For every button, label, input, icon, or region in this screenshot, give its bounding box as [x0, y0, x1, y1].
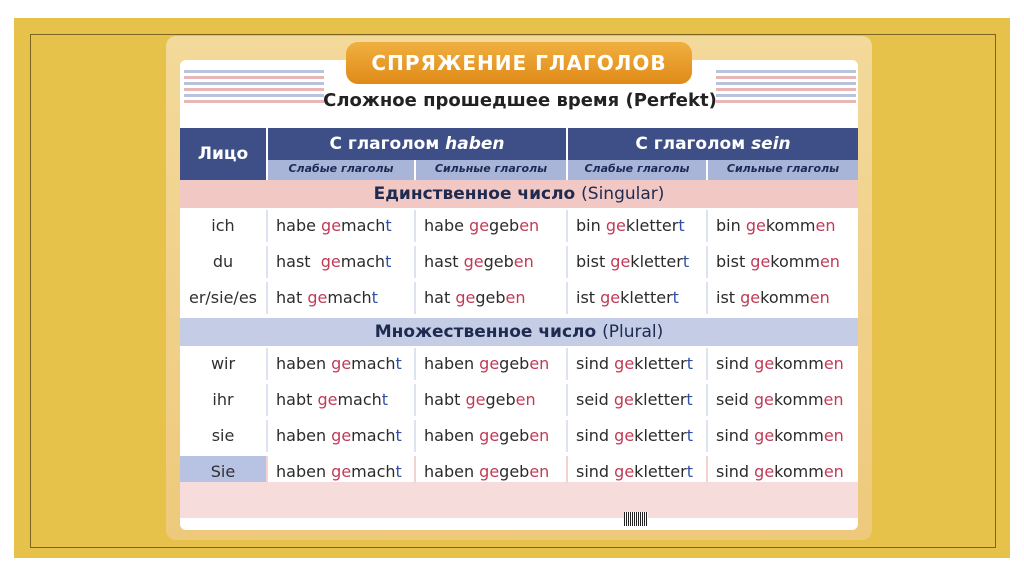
participle-prefix: ge: [613, 390, 634, 409]
participle-ending: t: [395, 354, 402, 373]
poster: [166, 36, 872, 540]
section-plural: [180, 318, 858, 346]
section-singular: [180, 180, 858, 208]
participle-ending: en: [529, 426, 550, 445]
aux-verb: ist: [716, 288, 741, 307]
verb-form-cell: [268, 246, 414, 278]
aux-verb: hat: [424, 288, 456, 307]
participle-stem: kletter: [620, 288, 673, 307]
participle-prefix: ge: [469, 216, 490, 235]
subheader-strong-haben: Сильные глаголы: [416, 160, 566, 180]
participle-prefix: ge: [463, 252, 484, 271]
participle-stem: geb: [485, 390, 516, 409]
participle-prefix: ge: [307, 288, 328, 307]
participle-stem: kletter: [630, 252, 683, 271]
participle-ending: t: [682, 252, 690, 271]
participle-prefix: ge: [754, 462, 775, 481]
participle-prefix: ge: [750, 252, 771, 271]
participle-prefix: ge: [753, 390, 774, 409]
participle-prefix: ge: [465, 390, 486, 409]
participle-ending: en: [515, 390, 536, 409]
participle-ending: en: [819, 252, 840, 271]
aux-verb: habt: [276, 390, 318, 409]
participle-prefix: ge: [479, 354, 500, 373]
aux-verb: haben: [276, 426, 332, 445]
person-cell: sie: [180, 420, 266, 452]
participle-stem: geb: [499, 354, 530, 373]
participle-ending: t: [395, 462, 402, 481]
aux-verb: bin: [576, 216, 606, 235]
participle-ending: en: [513, 252, 534, 271]
participle-stem: geb: [499, 426, 530, 445]
participle-ending: t: [371, 288, 378, 307]
verb-form-cell: [268, 420, 414, 452]
aux-verb: hast: [276, 252, 321, 271]
participle-prefix: ge: [331, 426, 352, 445]
participle-ending: t: [686, 462, 693, 481]
participle-ending: t: [686, 390, 693, 409]
person-cell: ihr: [180, 384, 266, 416]
participle-stem: komm: [760, 288, 810, 307]
verb-form-cell: [568, 246, 706, 278]
participle-prefix: ge: [317, 390, 338, 409]
participle-stem: komm: [770, 252, 820, 271]
barcode: [624, 512, 648, 526]
participle-ending: en: [529, 462, 550, 481]
participle-stem: komm: [774, 354, 824, 373]
header-haben: [268, 128, 566, 160]
verb-form-cell: [568, 348, 706, 380]
person-cell: ich: [180, 210, 266, 242]
verb-form-cell: [268, 348, 414, 380]
participle-stem: kletter: [634, 354, 687, 373]
poster-subtitle: Сложное прошедшее время (Perfekt): [323, 90, 717, 111]
verb-form-cell: [416, 246, 566, 278]
participle-prefix: ge: [321, 216, 342, 235]
participle-stem: komm: [774, 426, 824, 445]
aux-verb: sind: [576, 354, 615, 373]
participle-ending: en: [823, 390, 844, 409]
participle-prefix: ge: [614, 426, 635, 445]
verb-form-cell: [568, 384, 706, 416]
participle-stem: komm: [774, 462, 824, 481]
publisher-mark: [656, 538, 696, 540]
participle-ending: t: [385, 216, 392, 235]
poster-footer: [180, 482, 858, 518]
header-haben-word: haben: [445, 134, 505, 154]
participle-ending: en: [529, 354, 550, 373]
verb-form-cell: [416, 348, 566, 380]
participle-prefix: ge: [745, 216, 766, 235]
aux-verb: sind: [716, 426, 755, 445]
participle-ending: en: [505, 288, 526, 307]
participle-stem: geb: [483, 252, 514, 271]
participle-stem: mach: [337, 390, 382, 409]
verb-form-cell: [708, 348, 858, 380]
verb-form-cell: [416, 282, 566, 314]
participle-stem: mach: [351, 462, 396, 481]
aux-verb: seid: [716, 390, 754, 409]
verb-form-cell: [416, 384, 566, 416]
participle-ending: t: [686, 354, 693, 373]
participle-prefix: ge: [479, 462, 500, 481]
aux-verb: bist: [716, 252, 751, 271]
verb-form-cell: [708, 246, 858, 278]
verb-form-cell: [416, 210, 566, 242]
aux-verb: haben: [276, 354, 332, 373]
participle-stem: mach: [351, 426, 396, 445]
participle-stem: mach: [327, 288, 372, 307]
header-person: Лицо: [180, 128, 266, 180]
verb-form-cell: [416, 420, 566, 452]
participle-stem: geb: [489, 216, 520, 235]
participle-prefix: ge: [610, 252, 631, 271]
participle-prefix: ge: [754, 354, 775, 373]
participle-stem: kletter: [625, 216, 679, 235]
person-cell: er/sie/es: [180, 282, 266, 314]
person-cell: Sie: [180, 456, 266, 488]
aux-verb: hast: [424, 252, 464, 271]
section-singular-ru: Единственное число: [373, 184, 576, 204]
participle-prefix: ge: [331, 462, 352, 481]
aux-verb: sind: [716, 462, 755, 481]
subheader-weak-haben: Слабые глаголы: [268, 160, 414, 180]
participle-ending: en: [519, 216, 540, 235]
participle-ending: t: [678, 216, 685, 235]
participle-stem: komm: [765, 216, 816, 235]
participle-ending: en: [809, 288, 830, 307]
header-sein-prefix: С глаголом: [635, 134, 752, 154]
person-cell: wir: [180, 348, 266, 380]
aux-verb: sind: [716, 354, 755, 373]
participle-prefix: ge: [605, 216, 626, 235]
aux-verb: ist: [576, 288, 601, 307]
verb-form-cell: [268, 384, 414, 416]
aux-verb: haben: [424, 426, 480, 445]
participle-ending: t: [395, 426, 402, 445]
section-plural-de: (Plural): [602, 322, 664, 342]
verb-form-cell: [708, 384, 858, 416]
poster-title: СПРЯЖЕНИЕ ГЛАГОЛОВ: [346, 42, 692, 84]
participle-stem: mach: [340, 252, 386, 271]
participle-ending: t: [385, 252, 392, 271]
verb-form-cell: [568, 420, 706, 452]
verb-form-cell: [568, 282, 706, 314]
aux-verb: habt: [424, 390, 466, 409]
participle-stem: mach: [351, 354, 396, 373]
verb-form-cell: [708, 282, 858, 314]
aux-verb: sind: [576, 426, 615, 445]
participle-stem: geb: [499, 462, 530, 481]
participle-prefix: ge: [754, 426, 775, 445]
verb-form-cell: [268, 282, 414, 314]
participle-prefix: ge: [614, 354, 635, 373]
participle-prefix: ge: [740, 288, 761, 307]
aux-verb: habe: [424, 216, 470, 235]
aux-verb: haben: [276, 462, 332, 481]
participle-ending: t: [686, 426, 693, 445]
aux-verb: haben: [424, 354, 480, 373]
verb-form-cell: [568, 210, 706, 242]
participle-stem: kletter: [633, 390, 687, 409]
verb-form-cell: [708, 210, 858, 242]
participle-stem: komm: [773, 390, 824, 409]
participle-prefix: ge: [600, 288, 621, 307]
header-sein: [568, 128, 858, 160]
aux-verb: habe: [276, 216, 322, 235]
aux-verb: sind: [576, 462, 615, 481]
participle-prefix: ge: [614, 462, 635, 481]
aux-verb: haben: [424, 462, 480, 481]
participle-ending: t: [672, 288, 679, 307]
participle-prefix: ge: [331, 354, 352, 373]
participle-stem: mach: [341, 216, 386, 235]
header-haben-prefix: С глаголом: [329, 134, 446, 154]
aux-verb: bin: [716, 216, 746, 235]
participle-ending: en: [823, 354, 844, 373]
participle-ending: en: [823, 426, 844, 445]
participle-prefix: ge: [479, 426, 500, 445]
verb-form-cell: [268, 210, 414, 242]
participle-stem: geb: [475, 288, 506, 307]
aux-verb: seid: [576, 390, 614, 409]
aux-verb: bist: [576, 252, 611, 271]
participle-stem: kletter: [634, 426, 687, 445]
person-cell: du: [180, 246, 266, 278]
aux-verb: hat: [276, 288, 308, 307]
participle-ending: en: [823, 462, 844, 481]
participle-ending: t: [381, 390, 389, 409]
subheader-strong-sein: Сильные глаголы: [708, 160, 858, 180]
participle-stem: kletter: [634, 462, 687, 481]
verb-form-cell: [708, 420, 858, 452]
section-singular-de: (Singular): [581, 184, 665, 204]
participle-ending: en: [815, 216, 836, 235]
header-sein-word: sein: [751, 134, 791, 154]
participle-prefix: ge: [320, 252, 341, 271]
subheader-weak-sein: Слабые глаголы: [568, 160, 706, 180]
participle-prefix: ge: [455, 288, 476, 307]
section-plural-ru: Множественное число: [374, 322, 597, 342]
